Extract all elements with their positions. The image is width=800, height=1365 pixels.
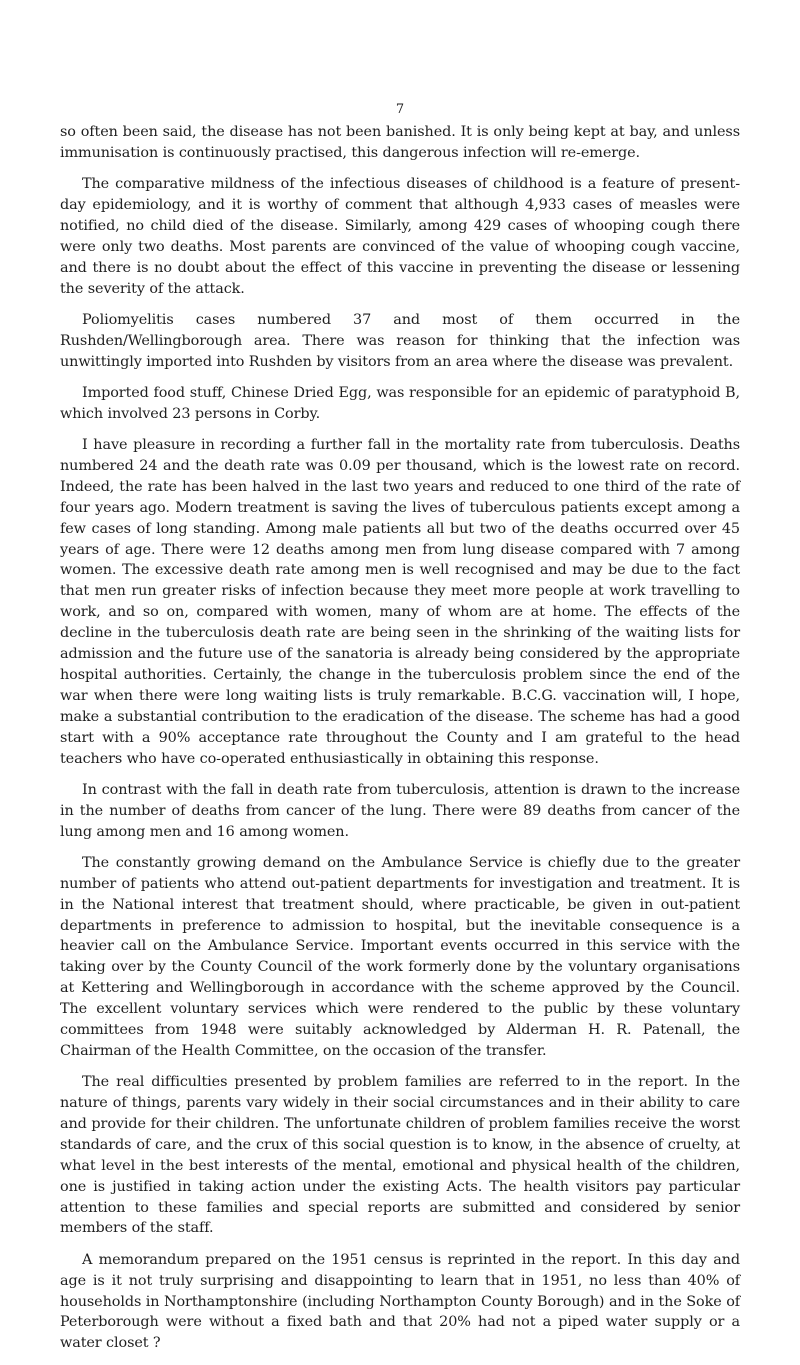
paragraph: Imported food stuff, Chinese Dried Egg, was responsible for an epidemic of paratyphoid B, which involved 23 persons in Corby. <box>60 384 740 422</box>
paragraph: so often been said, the disease has not been banished. It is only being kept at bay, and unless immunisation is continuously practised, this dangerous infection will re-emerge. <box>60 124 740 161</box>
paragraph: In contrast with the fall in death rate from tuberculosis, attention is drawn to the increase in the number of deaths from cancer of the lung. There were 89 deaths from cancer of the lung among men and 16 among women. <box>60 781 740 840</box>
paragraph: Poliomyelitis cases numbered 37 and most of them occurred in the Rushden/Wellingborough area. There was reason for thinking that the infection was unwittingly imported into Rushden by visitors from an area where the disease was prevalent. <box>60 311 740 370</box>
paragraph: The constantly growing demand on the Ambulance Service is chiefly due to the greater number of patients who attend out-patient departments for investigation and treatment. It is in the National interest that treatment should, where practicable, be given in out-patient departments in preference to admission to hospital, but the inevitable consequence is a heavier call on the Ambulance Service. Important events occurred in this service with the taking over by the County Council of the work formerly done by the voluntary organisations at Kettering and Wellingborough in accordance with the scheme approved by the Council. The excellent voluntary services which were rendered to the public by these voluntary committees from 1948 were suitably acknowledged by Alderman H. R. Patenall, the Chairman of the Health Committee, on the occasion of the transfer. <box>60 854 740 1059</box>
paragraph: I have pleasure in recording a further fall in the mortality rate from tuberculosis. Deaths numbered 24 and the death rate was 0.09 per thousand, which is the lowest rate on record. Indeed, the rate has been halved in the last two years and reduced to one third of the rate of four years ago. Modern treatment is saving the lives of tuberculous patients except among a few cases of long standing. Among male patients all but two of the deaths occurred over 45 years of age. There were 12 deaths among men from lung disease compared with 7 among women. The excessive death rate among men is well recognised and may be due to the fact that men run greater risks of infection because they meet more people at work travelling to work, and so on, compared with women, many of whom are at home. The effects of the decline in the tuberculosis death rate are being seen in the shrinking of the waiting lists for admission and the future use of the sanatoria is already being considered by the appropriate hospital authorities. Certainly, the change in the tuberculosis problem since the end of the war when there were long waiting lists is truly remarkable. B.C.G. vaccination will, I hope, make a substantial contribution to the eradication of the disease. The scheme has had a good start with a 90% acceptance rate throughout the County and I am grateful to the head teachers who have co-operated enthusiastically in obtaining this response. <box>60 436 740 767</box>
paragraph: The real difficulties presented by problem families are referred to in the report. In the nature of things, parents vary widely in their social circumstances and in their ability to care and provide for their children. The unfortunate children of problem families receive the worst standards of care, and the crux of this social question is to know, in the absence of cruelty, at what level in the best interests of the mental, emotional and physical health of the children, one is justified in taking action under the existing Acts. The health visitors pay particular attention to these families and special reports are submitted and considered by senior members of the staff. <box>60 1074 740 1237</box>
page-number: 7 <box>395 102 405 117</box>
paragraph: The comparative mildness of the infectious diseases of childhood is a feature of present-day epidemiology, and it is worthy of comment that although 4,933 cases of measles were notified, no child died of the disease. Similarly, among 429 cases of whooping cough there were only two deaths. Most parents are convinced of the value of whooping cough vaccine, and there is no doubt about the effect of this vaccine in preventing the disease or lessening the severity of the attack. <box>60 176 740 297</box>
body-text <box>60 122 740 1365</box>
paragraph: A memorandum prepared on the 1951 census is reprinted in the report. In this day and age is it not truly surprising and disappointing to learn that in 1951, no less than 40% of households in Northamptonshire (including Northampton County Borough) and in the Soke of Peterborough were without a fixed bath and that 20% had not a piped water supply or a water closet ? <box>60 1251 740 1352</box>
